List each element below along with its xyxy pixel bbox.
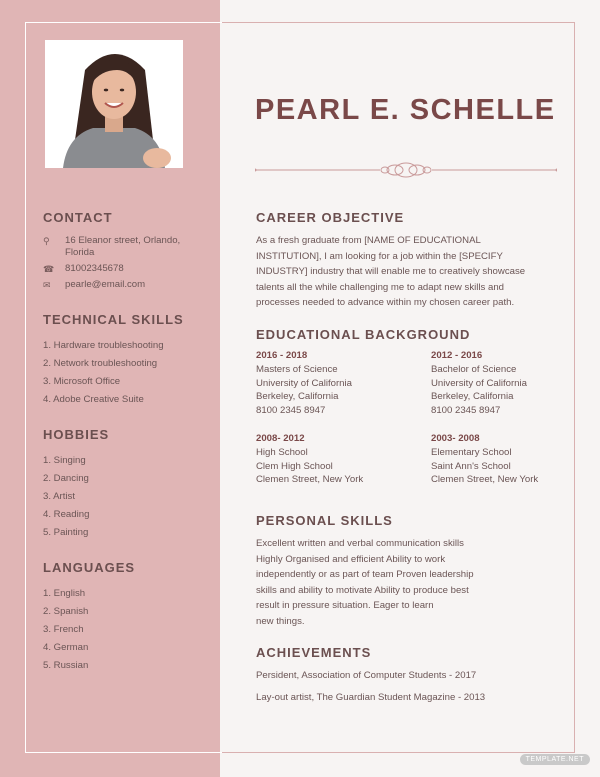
skills-line: Highly Organised and efficient Ability to work xyxy=(256,553,446,565)
hobbies-section xyxy=(43,427,213,542)
technical-skills-heading: TECHNICAL SKILLS xyxy=(43,312,184,327)
skills-line: independently or as part of team Proven leadership xyxy=(256,569,474,580)
skills-line: result in pressure situation. Eager to learn xyxy=(256,600,434,611)
hobbies-heading: HOBBIES xyxy=(43,427,110,442)
ornament-divider xyxy=(255,160,557,180)
career-objective-heading: CAREER OBJECTIVE xyxy=(256,210,405,225)
list-item: 3. Microsoft Office xyxy=(43,376,121,387)
list-item: 4. Reading xyxy=(43,509,90,520)
phone-number: 81002345678 xyxy=(65,263,124,274)
education-phone: 8100 2345 8947 xyxy=(256,404,326,416)
list-item: 4. German xyxy=(43,642,89,653)
education-degree: Bachelor of Science xyxy=(431,364,517,375)
education-degree: Elementary School xyxy=(431,447,512,458)
education-school: University of California xyxy=(431,377,527,389)
skills-line: Excellent written and verbal communication skills xyxy=(256,538,464,549)
achievement-item: Lay-out artist, The Guardian Student Magazine - 2013 xyxy=(256,692,486,703)
skills-line: skills and ability to motivate Ability to produce best xyxy=(256,584,469,596)
technical-skills-section xyxy=(43,312,213,409)
list-item: 1. English xyxy=(43,588,86,599)
location-pin-icon: ⚲ xyxy=(43,236,50,246)
education-entry xyxy=(256,350,431,417)
education-school: Clem High School xyxy=(256,460,333,472)
education-school: University of California xyxy=(256,377,352,389)
education-degree: High School xyxy=(256,447,308,458)
education-entry xyxy=(431,350,561,417)
email-row xyxy=(43,279,213,291)
list-item: 1. Singing xyxy=(43,455,86,466)
education-heading: EDUCATIONAL BACKGROUND xyxy=(256,327,471,342)
address-line2: Florida xyxy=(65,247,95,258)
list-item: 3. Artist xyxy=(43,491,75,502)
education-years: 2012 - 2016 xyxy=(431,350,483,361)
contact-heading: CONTACT xyxy=(43,210,113,225)
achievements-section xyxy=(256,645,561,709)
education-entry xyxy=(256,433,431,487)
skills-line: new things. xyxy=(256,615,305,627)
objective-line: As a fresh graduate from [NAME OF EDUCATIONAL xyxy=(256,235,481,246)
objective-line: processes needed to advance within my chosen career path. xyxy=(256,297,515,308)
personal-skills-section xyxy=(256,513,561,629)
career-objective-section xyxy=(256,210,561,311)
education-years: 2003- 2008 xyxy=(431,433,480,444)
achievement-item: Persident, Association of Computer Students - 2017 xyxy=(256,670,477,681)
education-section xyxy=(256,327,561,487)
address-line1: 16 Eleanor street, Orlando, xyxy=(65,235,181,246)
education-degree: Masters of Science xyxy=(256,364,338,375)
education-location: Berkeley, California xyxy=(431,391,514,402)
education-location: Clemen Street, New York xyxy=(431,474,539,485)
languages-section xyxy=(43,560,213,675)
address-row xyxy=(43,235,213,259)
list-item: 1. Hardware troubleshooting xyxy=(43,340,164,351)
template-watermark: TEMPLATE.NET xyxy=(520,754,590,765)
personal-skills-heading: PERSONAL SKILLS xyxy=(256,513,393,528)
achievements-heading: ACHIEVEMENTS xyxy=(256,645,372,660)
list-item: 5. Painting xyxy=(43,527,89,538)
education-years: 2016 - 2018 xyxy=(256,350,308,361)
list-item: 2. Network troubleshooting xyxy=(43,358,158,369)
email-address: pearle@email.com xyxy=(65,279,146,290)
objective-line: INDUSTRY] industry that will enable me to creatively showcase xyxy=(256,266,526,277)
list-item: 3. French xyxy=(43,624,84,635)
objective-line: INSTITUTION], I am looking for a job within the [SPECIFY xyxy=(256,250,503,262)
phone-row xyxy=(43,263,213,275)
education-location: Berkeley, California xyxy=(256,391,339,402)
list-item: 5. Russian xyxy=(43,660,89,671)
objective-line: talents all the while challenging me to adapt new skills and xyxy=(256,281,504,293)
contact-section xyxy=(43,210,213,295)
envelope-icon: ✉ xyxy=(43,280,51,290)
education-school: Saint Ann's School xyxy=(431,460,511,472)
list-item: 4. Adobe Creative Suite xyxy=(43,394,144,405)
education-phone: 8100 2345 8947 xyxy=(431,404,501,416)
list-item: 2. Spanish xyxy=(43,606,89,617)
education-location: Clemen Street, New York xyxy=(256,474,364,485)
education-years: 2008- 2012 xyxy=(256,433,305,444)
profile-photo xyxy=(45,40,183,168)
candidate-name: PEARL E. SCHELLE xyxy=(255,94,556,126)
education-entry xyxy=(431,433,561,487)
languages-heading: LANGUAGES xyxy=(43,560,136,575)
phone-icon: ☎ xyxy=(43,264,55,274)
list-item: 2. Dancing xyxy=(43,473,89,484)
